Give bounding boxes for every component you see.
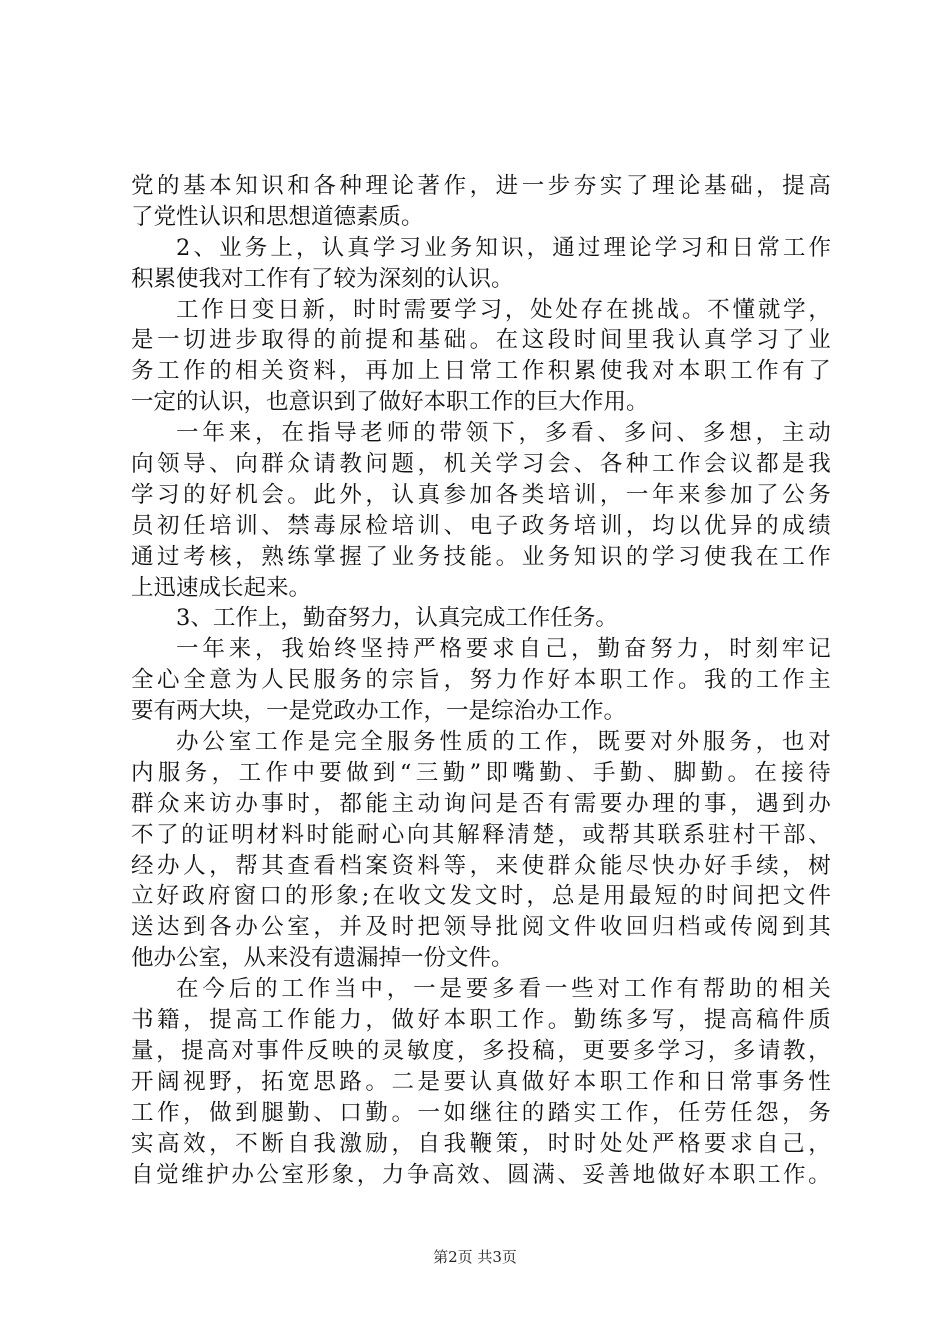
text-line: 在 今 后 的 工 作 当 中 ， 一 是 要 多 看 一 些 对 工 作 有 帮 助 的 相 关 (176, 976, 831, 1003)
text-line: 书 籍 ， 提 高 工 作 能 力 ， 做 好 本 职 工 作 。 勤 练 多 写 ， 提 高 稿 件 质 (131, 1007, 831, 1034)
text-line: 量 ， 提 高 对 事 件 反 映 的 灵 敏 度 ， 多 投 稿 ， 更 要 多 学 习 ， 多 请 教 ， (131, 1037, 831, 1064)
text-line: 务 工 作 的 相 关 资 料 ， 再 加 上 日 常 工 作 积 累 使 我 对 本 职 工 作 有 了 (131, 358, 831, 385)
text-line: 党 的 基 本 知 识 和 各 种 理 论 著 作 ， 进 一 步 夯 实 了 理 论 基 础 ， 提 高 (131, 173, 831, 199)
text-line: 经 办 人 ， 帮 其 查 看 档 案 资 料 等 ， 来 使 群 众 能 尽 快 办 好 手 续 ， 树 (131, 852, 831, 879)
text-line: 了党性认识和思想道德素质。 (131, 203, 424, 230)
text-line: 不 了 的 证 明 材 料 时 能 耐 心 向 其 解 释 清 楚 ， 或 帮 其 联 系 驻 村 干 部 、 (131, 821, 831, 848)
text-line: 全 心 全 意 为 人 民 服 务 的 宗 旨 ， 努 力 作 好 本 职 工 作 。 我 的 工 作 主 (131, 667, 831, 694)
text-line: 立 好 政 府 窗 口 的 形 象 ; 在 收 文 发 文 时 ， 总 是 用 最 短 的 时 间 把 文 件 (131, 883, 831, 910)
text-line: 送 达 到 各 办 公 室 ， 并 及 时 把 领 导 批 阅 文 件 收 回 归 档 或 传 阅 到 其 (131, 914, 831, 941)
text-line: 员 初 任 培 训 、 禁 毒 尿 检 培 训 、 电 子 政 务 培 训 ， 均 以 优 异 的 成 绩 (131, 512, 831, 539)
text-line: 学 习 的 好 机 会 。 此 外 ， 认 真 参 加 各 类 培 训 ， 一 年 来 参 加 了 公 务 (131, 481, 831, 508)
text-line: 群 众 来 访 办 事 时 ， 都 能 主 动 询 问 是 否 有 需 要 办 理 的 事 ， 遇 到 办 (131, 790, 831, 817)
text-line: 2 、 业 务 上 ， 认 真 学 习 业 务 知 识 ， 通 过 理 论 学 习 和 日 常 工 作 (176, 234, 831, 261)
text-line: 向 领 导 、 向 群 众 请 教 问 题 ， 机 关 学 习 会 、 各 种 工 作 会 议 都 是 我 (131, 451, 831, 478)
text-line: 是 一 切 进 步 取 得 的 前 提 和 基 础 。 在 这 段 时 间 里 我 认 真 学 习 了 业 (131, 327, 831, 354)
text-line: 自 觉 维 护 办 公 室 形 象 ， 力 争 高 效 、 圆 满 、 妥 善 地 做 好 本 职 工 作 。 (131, 1161, 831, 1188)
text-line: 积累使我对工作有了较为深刻的认识。 (131, 265, 514, 292)
text-line: 开 阔 视 野 ， 拓 宽 思 路 。 二 是 要 认 真 做 好 本 职 工 作 和 日 常 事 务 性 (131, 1068, 831, 1095)
text-line: 一 年 来 ， 我 始 终 坚 持 严 格 要 求 自 己 ， 勤 奋 努 力 ， 时 刻 牢 记 (176, 636, 831, 663)
text-line: 工 作 日 变 日 新 ， 时 时 需 要 学 习 ， 处 处 存 在 挑 战 。 不 懂 就 学 ， (176, 296, 831, 323)
text-line: 要有两大块，一是党政办工作，一是综治办工作。 (131, 698, 627, 725)
text-line: 内 服 务 ， 工 作 中 要 做 到 “ 三 勤 ” 即 嘴 勤 、 手 勤 、 脚 勤 。 在 接 待 (131, 759, 831, 786)
text-line: 3、工作上，勤奋努力，认真完成工作任务。 (176, 605, 618, 632)
text-line: 一 年 来 ， 在 指 导 老 师 的 带 领 下 ， 多 看 、 多 问 、 多 想 ， 主 动 (176, 420, 831, 447)
document-body (131, 171, 831, 1190)
text-line: 工 作 ， 做 到 腿 勤 、 口 勤 。 一 如 继 往 的 踏 实 工 作 ， 任 劳 任 怨 ， 务 (131, 1099, 831, 1126)
text-line: 实 高 效 ， 不 断 自 我 激 励 ， 自 我 鞭 策 ， 时 时 处 处 严 格 要 求 自 己 ， (131, 1130, 831, 1157)
text-line: 一定的认识，也意识到了做好本职工作的巨大作用。 (131, 389, 649, 416)
page-footer: 第2页 共3页 (433, 1248, 517, 1266)
text-line: 上迅速成长起来。 (131, 574, 312, 601)
text-line: 他办公室，从来没有遗漏掉一份文件。 (131, 945, 514, 972)
text-line: 通 过 考 核 ， 熟 练 掌 握 了 业 务 技 能 。 业 务 知 识 的 学 习 使 我 在 工 作 (131, 543, 831, 570)
text-line: 办 公 室 工 作 是 完 全 服 务 性 质 的 工 作 ， 既 要 对 外 服 务 ， 也 对 (176, 729, 831, 756)
